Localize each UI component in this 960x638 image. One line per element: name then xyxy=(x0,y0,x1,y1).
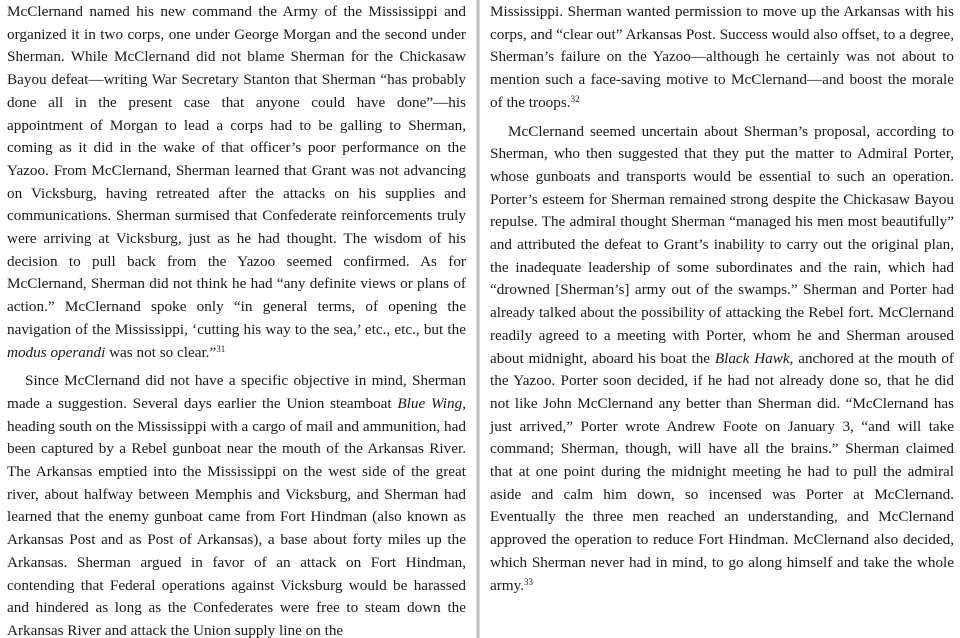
italic-phrase: Black Hawk xyxy=(714,349,790,367)
book-gutter xyxy=(476,0,480,638)
text-run: Since McClernand did not have a specific objective in mind, Sherman made a suggestion. Several days earlier the Union steamboat xyxy=(7,372,466,412)
footnote-marker-33: 33 xyxy=(524,576,534,587)
text-run: Mississippi. Sherman wanted permission to move up the Arkansas with his corps, and “clear out” Arkansas Post. Success would also offset, to a degree, Sherman’s failure on the Yazoo—although he certainly was not about to mention such a face-saving motive to McClernand—and boost the morale of the troops. xyxy=(490,3,954,111)
left-paragraph-2 xyxy=(7,370,466,638)
text-run: McClernand seemed uncertain about Sherman’s proposal, according to Sherman, who then suggested that they put the matter to Admiral Porter, whose gunboats and transports would be essential to such an operation. Porter’s esteem for Sherman remained strong despite the Chickasaw Bayou repulse. The admiral thought Sherman “managed his men most beautifully” and attributed the defeat to Grant’s inability to carry out the original plan, the inadequate leadership of some subordinates and the rain, which had “drowned [Sherman’s] army out of the swamps.” Sherman and Porter had already talked about the possibility of attacking the Rebel fort. McClernand readily agreed to a meeting with Porter, whom he and Sherman aroused about midnight, aboard his boat the xyxy=(490,122,954,367)
left-page xyxy=(0,0,474,638)
footnote-marker-32: 32 xyxy=(570,93,580,104)
italic-phrase: Blue Wing xyxy=(397,394,463,412)
italic-phrase: modus operandi xyxy=(7,343,106,361)
footnote-marker-31: 31 xyxy=(216,343,226,354)
text-run: , heading south on the Mississippi with a cargo of mail and ammunition, had been captured by a Rebel gunboat near the mouth of the Arkansas River. The Arkansas emptied into the Mississippi on the west side of the great river, about halfway between Memphis and Vicksburg, and Sherman had learned that the enemy gunboat came from Fort Hindman (also known as Arkansas Post and as Post of Arkansas), a base about forty miles up the Arkansas. Sherman argued in favor of an attack on Fort Hindman, contending that Federal operations against Vicksburg would be harassed and hindered as long as the Confederates were free to steam down the Arkansas River and attack the Union supply line on the xyxy=(7,394,466,638)
right-page xyxy=(482,0,960,638)
text-run: , anchored at the mouth of the Yazoo. Porter soon decided, if he had not already done so, that he did not like John McClernand any better than Sherman did. “McClernand has just arrived,” Porter wrote Andrew Foote on January 3, “and will take command; Sherman, though, will have all the brains.” Sherman claimed that at one point during the midnight meeting he had to pull the admiral aside and calm him down, so incensed was Porter at McClernand. Eventually the three men reached an understanding, and McClernand approved the operation to reduce Fort Hindman. McClernand also decided, which Sherman never had in mind, to go along himself and take the whole army. xyxy=(490,349,954,594)
right-paragraph-1 xyxy=(490,0,954,115)
left-paragraph-1 xyxy=(7,0,466,364)
text-run: McClernand named his new command the Army of the Mississippi and organized it in two corps, one under George Morgan and the second under Sherman. While McClernand did not blame Sherman for the Chickasaw Bayou defeat—writing War Secretary Stanton that Sherman “has probably done all in the present case that anyone could have done”—his appointment of Morgan to lead a corps had to be galling to Sherman, coming as it did in the wake of that officer’s poor performance on the Yazoo. From McClernand, Sherman learned that Grant was not advancing on Vicksburg, having retreated after the attacks on his supplies and communications. Sherman surmised that Confederate reinforcements truly were arriving at Vicksburg, just as he had thought. The wisdom of his decision to pull back from the Yazoo seemed confirmed. As for McClernand, Sherman did not think he had “any definite views or plans of action.” McClernand spoke only “in general terms, of opening the navigation of the Mississippi, ‘cutting his way to the sea,’ etc., etc., but the xyxy=(7,3,466,338)
right-paragraph-2 xyxy=(490,121,954,598)
text-run: was not so clear.” xyxy=(105,343,217,361)
